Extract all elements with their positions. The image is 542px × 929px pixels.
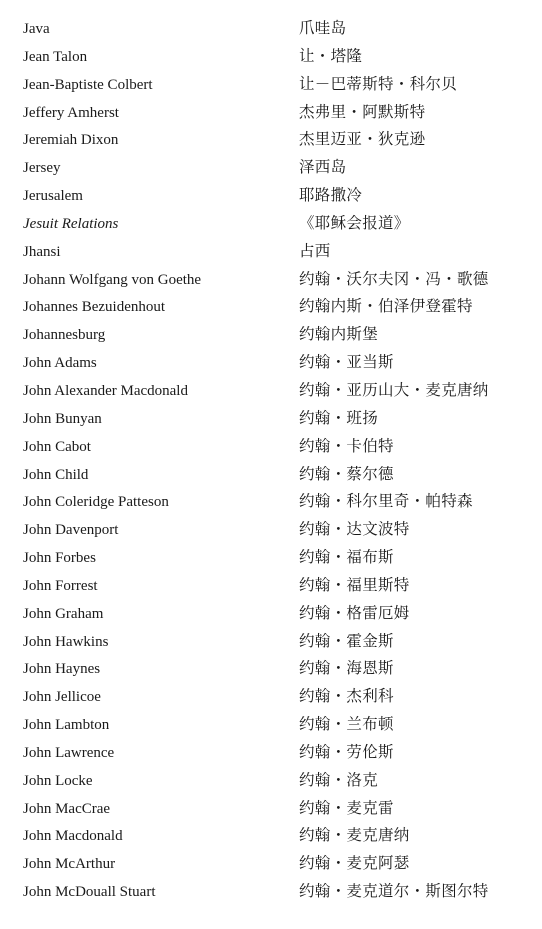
glossary-row (0, 100, 542, 128)
english-term: Jerusalem (23, 188, 83, 205)
glossary-row (0, 796, 542, 824)
english-term: Jeffery Amherst (23, 104, 119, 121)
chinese-translation: 约翰・洛克 (299, 771, 379, 789)
chinese-translation: 约翰・亚历山大・麦克唐纳 (299, 381, 489, 399)
chinese-translation: 约翰・科尔里奇・帕特森 (299, 493, 473, 511)
chinese-translation: 约翰・达文波特 (299, 521, 410, 539)
glossary-row (0, 879, 542, 907)
chinese-translation: 《耶稣会报道》 (299, 214, 410, 232)
glossary-row (0, 294, 542, 322)
english-term: John Hawkins (23, 633, 109, 650)
english-term: John Davenport (23, 522, 119, 539)
glossary-row (0, 155, 542, 183)
english-term: Jesuit Relations (23, 215, 119, 232)
glossary-row (0, 712, 542, 740)
glossary-row (0, 489, 542, 517)
glossary-row (0, 434, 542, 462)
english-term: Jhansi (23, 243, 61, 260)
glossary-row (0, 211, 542, 239)
english-term: John Adams (23, 355, 97, 372)
english-term: John Jellicoe (23, 689, 101, 706)
glossary-list (0, 16, 542, 907)
chinese-translation: 约翰・麦克雷 (299, 799, 394, 817)
english-term: John McDouall Stuart (23, 884, 156, 901)
glossary-row (0, 823, 542, 851)
chinese-translation: 耶路撒冷 (299, 187, 363, 205)
chinese-translation: 泽西岛 (299, 159, 347, 177)
glossary-row (0, 684, 542, 712)
glossary-row (0, 322, 542, 350)
glossary-row (0, 768, 542, 796)
english-term: John Cabot (23, 438, 91, 455)
glossary-row (0, 378, 542, 406)
chinese-translation: 约翰・福里斯特 (299, 576, 410, 594)
english-term: John Haynes (23, 661, 101, 678)
english-term: John Child (23, 466, 89, 483)
chinese-translation: 约翰・杰利科 (299, 688, 394, 706)
chinese-translation: 杰里迈亚・狄克逊 (299, 131, 426, 149)
glossary-row (0, 406, 542, 434)
english-term: John Lambton (23, 717, 110, 734)
english-term: Johann Wolfgang von Goethe (23, 271, 202, 288)
chinese-translation: 约翰・麦克阿瑟 (299, 855, 410, 873)
chinese-translation: 让－巴蒂斯特・科尔贝 (299, 75, 458, 93)
glossary-row (0, 656, 542, 684)
english-term: Jean Talon (23, 48, 88, 65)
chinese-translation: 约翰・劳伦斯 (299, 743, 394, 761)
chinese-translation: 约翰・亚当斯 (299, 354, 394, 372)
chinese-translation: 约翰・蔡尔德 (299, 465, 394, 483)
chinese-translation: 约翰内斯・伯泽伊登霍特 (299, 298, 473, 316)
english-term: John Bunyan (23, 410, 102, 427)
glossary-row (0, 517, 542, 545)
glossary-row (0, 239, 542, 267)
glossary-row (0, 851, 542, 879)
english-term: John Forbes (23, 550, 96, 567)
glossary-row (0, 545, 542, 573)
chinese-translation: 约翰・麦克唐纳 (299, 827, 410, 845)
chinese-translation: 约翰・卡伯特 (299, 437, 394, 455)
chinese-translation: 约翰・班扬 (299, 409, 379, 427)
chinese-translation: 让・塔隆 (299, 47, 363, 65)
glossary-row (0, 740, 542, 768)
chinese-translation: 占西 (299, 242, 331, 260)
glossary-row (0, 462, 542, 490)
english-term: John MacCrae (23, 800, 111, 817)
english-term: Java (23, 21, 50, 37)
english-term: John Macdonald (23, 828, 123, 845)
english-term: John Locke (23, 772, 93, 789)
glossary-row (0, 127, 542, 155)
chinese-translation: 约翰・福布斯 (299, 549, 394, 567)
english-term: Jeremiah Dixon (23, 132, 119, 149)
english-term: John Forrest (23, 577, 98, 594)
english-term: Jersey (23, 160, 61, 177)
english-term: Johannesburg (23, 327, 106, 344)
glossary-row (0, 44, 542, 72)
glossary-row (0, 629, 542, 657)
english-term: John Coleridge Patteson (23, 494, 169, 511)
glossary-row (0, 183, 542, 211)
chinese-translation: 约翰・兰布顿 (299, 716, 394, 734)
chinese-translation: 约翰・霍金斯 (299, 632, 394, 650)
chinese-translation: 约翰・麦克道尔・斯图尔特 (299, 883, 489, 901)
english-term: Johannes Bezuidenhout (23, 299, 166, 316)
english-term: John Lawrence (23, 744, 115, 761)
english-term: John McArthur (23, 856, 116, 873)
chinese-translation: 约翰・沃尔夫冈・冯・歌德 (299, 270, 489, 288)
chinese-translation: 约翰・海恩斯 (299, 660, 394, 678)
chinese-translation: 约翰内斯堡 (299, 326, 379, 344)
glossary-row (0, 267, 542, 295)
english-term: John Alexander Macdonald (23, 382, 188, 399)
glossary-row (0, 350, 542, 378)
english-term: Jean-Baptiste Colbert (23, 76, 153, 93)
chinese-translation: 约翰・格雷厄姆 (299, 604, 410, 622)
glossary-row (0, 72, 542, 100)
glossary-row (0, 573, 542, 601)
english-term: John Graham (23, 605, 104, 622)
glossary-row (0, 16, 542, 44)
chinese-translation: 爪哇岛 (299, 20, 347, 37)
chinese-translation: 杰弗里・阿默斯特 (299, 103, 426, 121)
glossary-row (0, 601, 542, 629)
